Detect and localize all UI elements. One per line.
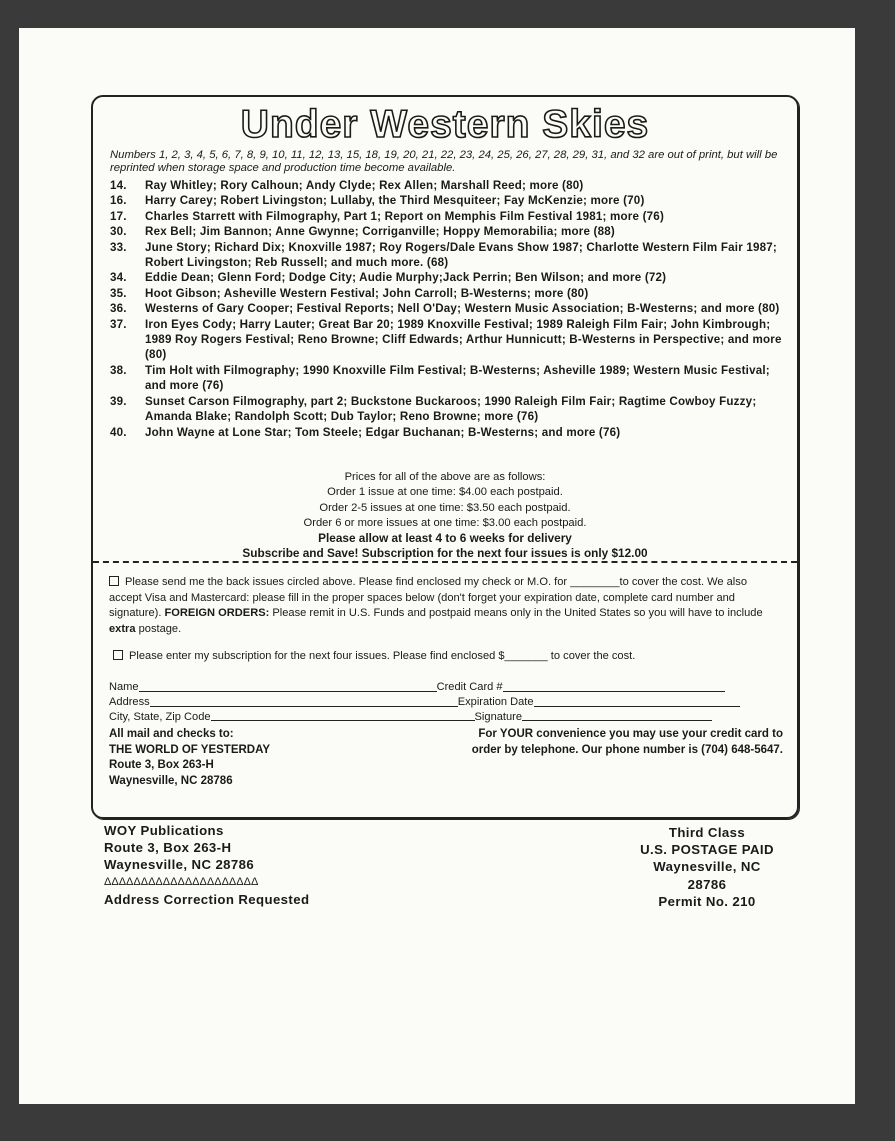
back-issue-order xyxy=(109,575,781,637)
price-line-2: Order 2-5 issues at one time: $3.50 each postpaid. xyxy=(319,501,571,514)
issue-item xyxy=(110,425,790,440)
sender-street: Route 3, Box 263-H xyxy=(104,840,232,856)
issue-item xyxy=(110,193,790,208)
issue-item xyxy=(110,301,790,316)
delivery-note: Please allow at least 4 to 6 weeks for delivery xyxy=(318,531,572,546)
issue-number: 17. xyxy=(110,209,127,223)
credit-card-label: Credit Card # xyxy=(436,681,503,693)
barcode-marks: ΔΔΔΔΔΔΔΔΔΔΔΔΔΔΔΔΔΔΔΔΔ xyxy=(104,875,259,888)
city-label: City, State, Zip Code xyxy=(109,710,211,723)
order-text-3: postage. xyxy=(138,622,182,635)
name-label: Name xyxy=(109,681,139,693)
foreign-orders-label: FOREIGN ORDERS: xyxy=(164,607,270,619)
credit-card-field[interactable] xyxy=(503,680,725,692)
issue-contents: June Story; Richard Dix; Knoxville 1987; Roy Rogers/Dale Evans Show 1987; Charlotte Western Film Fair 1987; Robert Livingston; Reb Russell; and much more. (68) xyxy=(145,240,777,270)
issue-number: 16. xyxy=(110,194,127,208)
price-list xyxy=(93,470,797,562)
postage-indicia xyxy=(607,824,807,910)
issue-contents: Charles Starrett with Filmography, Part 1; Report on Memphis Film Festival 1981; more (76) xyxy=(145,209,665,223)
issue-item xyxy=(110,224,790,239)
postage-paid: U.S. POSTAGE PAID xyxy=(640,842,774,858)
postage-permit: Permit No. 210 xyxy=(658,893,756,909)
issue-item xyxy=(110,270,790,285)
issue-item xyxy=(110,209,790,224)
issue-number: 30. xyxy=(110,225,127,239)
issue-contents: John Wayne at Lone Star; Tom Steele; Edgar Buchanan; B-Westerns; and more (76) xyxy=(145,425,621,439)
issue-contents: Rex Bell; Jim Bannon; Anne Gwynne; Corriganville; Hoppy Memorabilia; more (88) xyxy=(145,225,615,239)
issue-number: 33. xyxy=(110,240,127,254)
mail-city: Waynesville, NC 28786 xyxy=(109,774,233,787)
phone-order-note: For YOUR convenience you may use your credit card to order by telephone. Our phone number is (704) 648-5647. xyxy=(471,728,783,756)
subscription-text: Please enter my subscription for the next four issues. Please find enclosed $_______ to cover the cost. xyxy=(129,650,636,662)
mail-name: THE WORLD OF YESTERDAY xyxy=(109,743,271,756)
out-of-print-note: Numbers 1, 2, 3, 4, 5, 6, 7, 8, 9, 10, 11, 12, 13, 15, 18, 19, 20, 21, 22, 23, 24, 25, 26, 27, 28, 29, 31, and 32 are out of print, but will be reprinted when storage space and production time become available. xyxy=(110,149,778,174)
name-field[interactable] xyxy=(139,680,437,692)
address-label: Address xyxy=(109,695,150,708)
price-heading: Prices for all of the above are as follows: xyxy=(344,471,546,483)
issue-item xyxy=(110,286,790,301)
magazine-title: Under Western Skies xyxy=(240,103,650,146)
issue-contents: Sunset Carson Filmography, part 2; Buckstone Buckaroos; 1990 Raleigh Film Fair; Ragtime Cowboy Fuzzy; Amanda Blake; Randolph Scott; Dub Taylor; Reno Browne; more (76) xyxy=(145,394,757,424)
extra-label: extra xyxy=(109,622,136,635)
order-form-box xyxy=(91,95,799,819)
postage-zip: 28786 xyxy=(687,876,727,892)
signature-field[interactable] xyxy=(522,710,712,722)
issue-number: 39. xyxy=(110,394,127,408)
sender-city: Waynesville, NC 28786 xyxy=(104,857,255,873)
subscription-order xyxy=(113,650,793,662)
cut-line xyxy=(93,561,797,563)
city-field[interactable] xyxy=(211,710,475,722)
issue-number: 38. xyxy=(110,363,127,377)
issue-contents: Hoot Gibson; Asheville Western Festival; John Carroll; B-Westerns; more (80) xyxy=(145,286,589,300)
price-line-3: Order 6 or more issues at one time: $3.00 each postpaid. xyxy=(303,516,587,529)
issue-contents: Ray Whitley; Rory Calhoun; Andy Clyde; Rex Allen; Marshall Reed; more (80) xyxy=(145,179,584,192)
order-text-2: Please remit in U.S. Funds and postpaid means only in the United States so you will have to include xyxy=(272,607,763,619)
expiration-label: Expiration Date xyxy=(457,695,534,708)
mailing-address xyxy=(109,727,270,789)
issue-contents: Eddie Dean; Glenn Ford; Dodge City; Audie Murphy;Jack Perrin; Ben Wilson; and more (72) xyxy=(145,271,667,285)
sender-name: WOY Publications xyxy=(104,823,224,838)
postage-city: Waynesville, NC xyxy=(653,859,761,875)
mail-street: Route 3, Box 263-H xyxy=(109,759,214,771)
subscribe-offer: Subscribe and Save! Subscription for the next four issues is only $12.00 xyxy=(242,546,648,561)
issue-number: 37. xyxy=(110,317,127,331)
issue-item xyxy=(110,178,790,193)
issue-contents: Tim Holt with Filmography; 1990 Knoxville Film Festival; B-Westerns; Asheville 1989; Western Music Festival; and more (76) xyxy=(145,363,770,393)
return-address xyxy=(104,822,309,908)
issue-number: 40. xyxy=(110,425,127,439)
price-line-1: Order 1 issue at one time: $4.00 each postpaid. xyxy=(327,486,563,499)
address-field[interactable] xyxy=(150,695,458,707)
issue-contents: Iron Eyes Cody; Harry Lauter; Great Bar 20; 1989 Knoxville Festival; 1989 Raleigh Film Fair; John Kimbrough; 1989 Roy Rogers Festival; Reno Browne; Cliff Edwards; Arthur Hunnicutt; B-Westerns in Perspective; and more (80) xyxy=(145,317,782,362)
issue-number: 36. xyxy=(110,302,127,316)
mail-heading: All mail and checks to: xyxy=(109,728,234,740)
subscription-checkbox[interactable] xyxy=(113,650,123,660)
issue-item xyxy=(110,363,790,394)
issue-number: 35. xyxy=(110,286,127,300)
issue-contents: Westerns of Gary Cooper; Festival Reports; Nell O'Day; Western Music Association; B-Westerns; and more (80) xyxy=(145,302,780,316)
order-text-1: Please send me the back issues circled above. Please find enclosed my check or M.O. for ________to cover the cost. We also accept Visa and Mastercard: please fill in the proper spaces below (don't forget your expiration date, complete card number and signature). xyxy=(109,576,747,619)
issue-number: 34. xyxy=(110,271,127,285)
page xyxy=(19,28,855,1104)
issue-number: 14. xyxy=(110,179,127,192)
issue-contents: Harry Carey; Robert Livingston; Lullaby, the Third Mesquiteer; Fay McKenzie; more (70) xyxy=(145,194,645,208)
issue-item xyxy=(110,394,790,425)
issue-item xyxy=(110,317,790,363)
expiration-field[interactable] xyxy=(534,695,740,707)
customer-fields xyxy=(109,680,793,724)
back-issues-checkbox[interactable] xyxy=(109,576,119,586)
issue-list xyxy=(110,178,790,440)
postage-class: Third Class xyxy=(668,825,746,840)
address-correction-note: Address Correction Requested xyxy=(104,891,310,907)
signature-label: Signature xyxy=(474,710,523,723)
issue-item xyxy=(110,240,790,271)
